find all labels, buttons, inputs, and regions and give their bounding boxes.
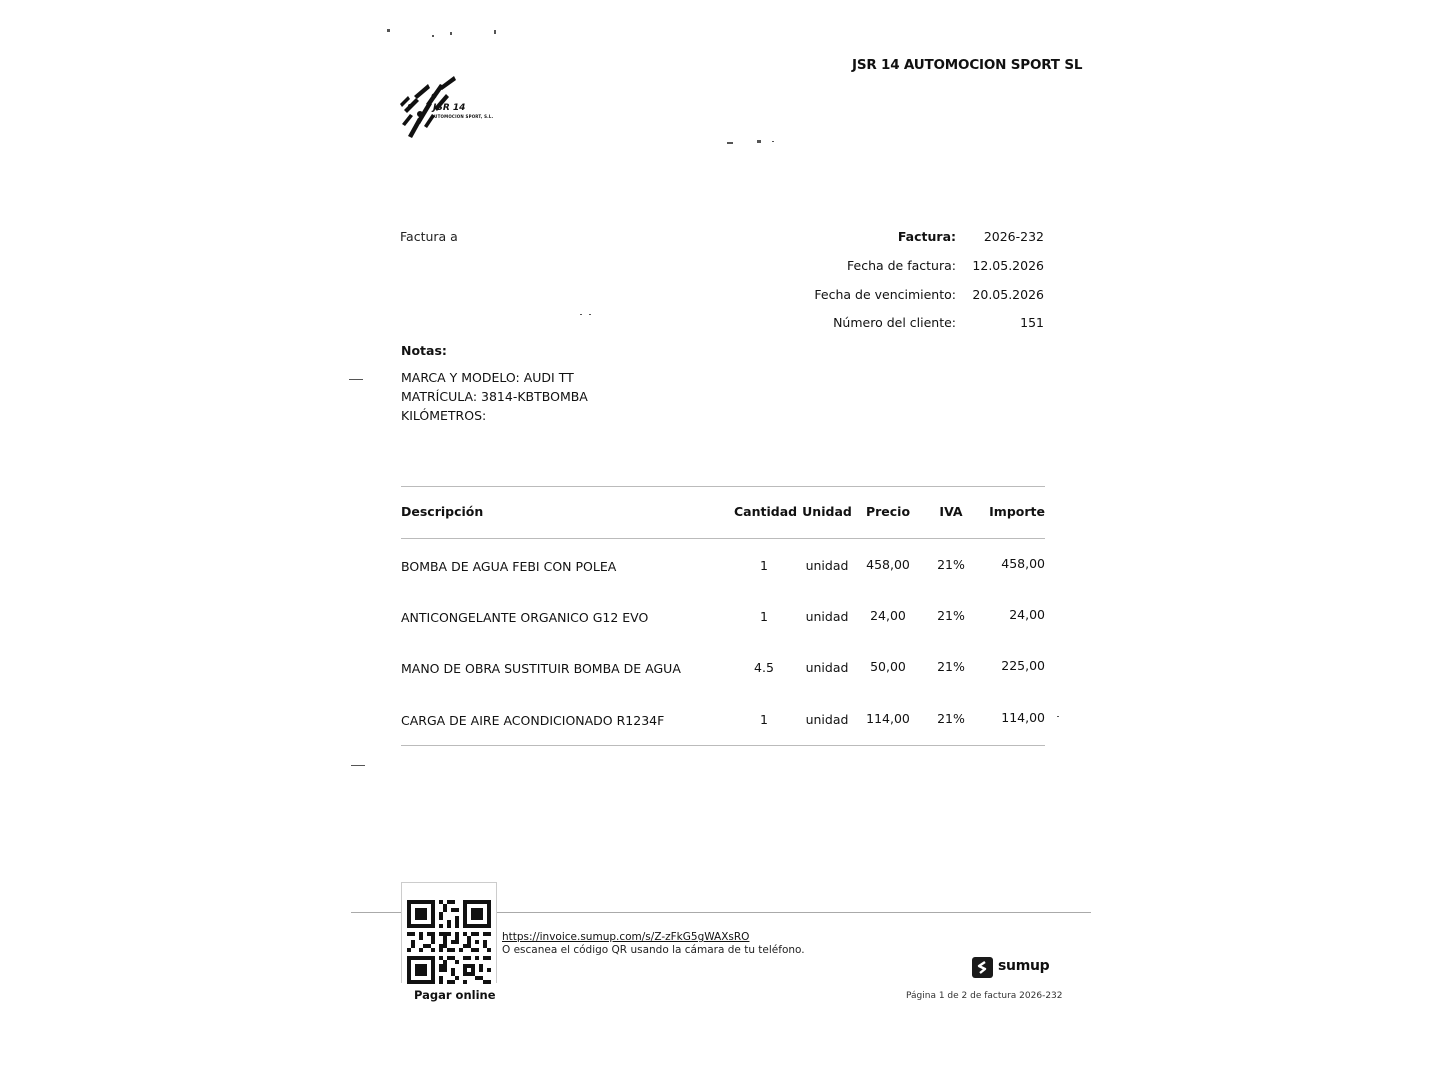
row-description: CARGA DE AIRE ACONDICIONADO R1234F xyxy=(401,713,665,728)
row-price: 458,00 xyxy=(866,557,910,572)
row-vat: 21% xyxy=(937,711,965,726)
notes-line: KILÓMETROS: xyxy=(401,408,487,423)
notes-line: MATRÍCULA: 3814-KBTBOMBA xyxy=(401,389,588,404)
row-unit: unidad xyxy=(805,660,849,675)
table-top-rule xyxy=(401,486,1045,487)
row-vat: 21% xyxy=(937,608,965,623)
row-description: ANTICONGELANTE ORGANICO G12 EVO xyxy=(401,610,649,625)
row-vat: 21% xyxy=(937,659,965,674)
col-header-amount: Importe xyxy=(989,504,1045,519)
bill-to-label: Factura a xyxy=(400,229,458,244)
sumup-logo-icon xyxy=(972,957,993,978)
page-info: Página 1 de 2 de factura 2026-232 xyxy=(906,991,1063,1001)
pay-online-label: Pagar online xyxy=(414,988,496,1002)
col-header-quantity: Cantidad xyxy=(734,504,798,519)
logo-name: JSR 14 xyxy=(433,103,466,113)
row-quantity: 1 xyxy=(760,558,768,573)
table-header-rule xyxy=(401,538,1045,539)
row-price: 50,00 xyxy=(870,659,906,674)
meta-label: Número del cliente: xyxy=(833,315,956,330)
row-amount: 458,00 xyxy=(1001,556,1045,571)
qr-code-icon[interactable] xyxy=(407,900,491,984)
notes-line: MARCA Y MODELO: AUDI TT xyxy=(401,370,574,385)
row-description: BOMBA DE AGUA FEBI CON POLEA xyxy=(401,559,617,574)
col-header-vat: IVA xyxy=(939,504,963,519)
row-quantity: 1 xyxy=(760,609,768,624)
meta-value: 20.05.2026 xyxy=(972,287,1044,302)
row-price: 24,00 xyxy=(870,608,906,623)
table-bottom-rule xyxy=(401,745,1045,746)
row-price: 114,00 xyxy=(866,711,910,726)
meta-label: Fecha de factura: xyxy=(847,258,956,273)
notes-title: Notas: xyxy=(401,343,447,358)
company-name: JSR 14 AUTOMOCION SPORT SL xyxy=(852,57,1083,73)
row-unit: unidad xyxy=(805,558,849,573)
row-quantity: 4.5 xyxy=(754,660,774,675)
row-quantity: 1 xyxy=(760,712,768,727)
row-vat: 21% xyxy=(937,557,965,572)
col-header-unit: Unidad xyxy=(802,504,852,519)
row-unit: unidad xyxy=(805,609,849,624)
row-amount: 225,00 xyxy=(1001,658,1045,673)
meta-value: 12.05.2026 xyxy=(972,258,1044,273)
row-description: MANO DE OBRA SUSTITUIR BOMBA DE AGUA xyxy=(401,661,681,676)
payment-link[interactable]: https://invoice.sumup.com/s/Z-zFkG5gWAXsRO xyxy=(502,931,750,943)
meta-label: Factura: xyxy=(897,229,956,244)
col-header-description: Descripción xyxy=(401,504,484,519)
sumup-brand: sumup xyxy=(998,958,1050,974)
col-header-price: Precio xyxy=(865,504,911,519)
scan-instructions: O escanea el código QR usando la cámara de tu teléfono. xyxy=(502,944,805,956)
row-amount: 114,00 xyxy=(1001,710,1045,725)
meta-value: 2026-232 xyxy=(983,229,1044,244)
logo-subtitle: AUTOMOCION SPORT, S.L. xyxy=(431,114,494,119)
meta-value: 151 xyxy=(1020,315,1044,330)
row-amount: 24,00 xyxy=(1009,607,1045,622)
row-unit: unidad xyxy=(805,712,849,727)
meta-label: Fecha de vencimiento: xyxy=(814,287,956,302)
